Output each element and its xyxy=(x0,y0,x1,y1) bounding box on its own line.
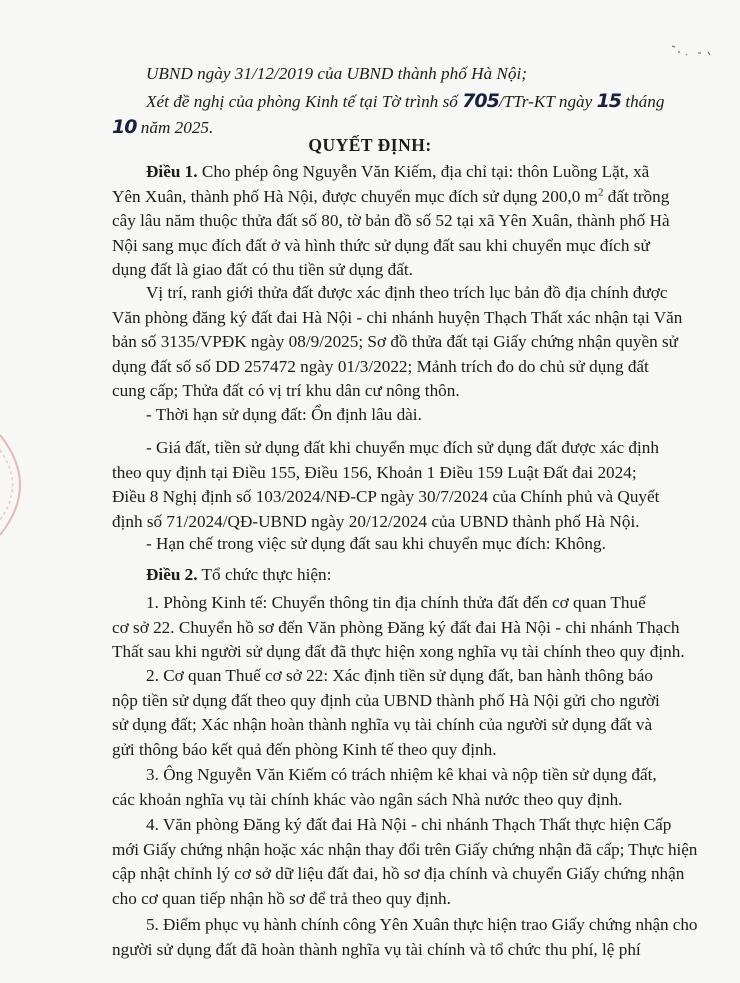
item-1: 1. Phòng Kinh tế: Chuyển thông tin địa chính thửa đất đến cơ quan Thuế cơ sở 22. Chuyển hồ sơ đến Văn phòng Đăng ký đất đai Hà Nội - chi nhánh Thạch Thất sau khi người sử dụng đất đã thực hiện xong nghĩa vụ tài chính theo quy định. xyxy=(112,593,685,662)
seal-stamp-edge xyxy=(0,430,60,540)
pen-mark-top-right xyxy=(668,40,718,60)
article-1: Điều 1. Cho phép ông Nguyễn Văn Kiếm, địa chỉ tại: thôn Luồng Lặt, xã Yên Xuân, thành phố Hà Nội, được chuyển mục đích sử dụng 200,0 $m^2$ đất trồng cây lâu năm thuộc thửa đất số 80, tờ bản đồ số 52 tại xã Yên Xuân, thành phố Hà Nội sang mục đích đất ở và hình thức sử dụng đất sau khi chuyển mục đích sử dụng đất là giao đất có thu tiền sử dụng đất. xyxy=(112,162,670,280)
price-paragraph: - Giá đất, tiền sử dụng đất khi chuyển mục đích sử dụng đất được xác định theo quy định tại Điều 155, Điều 156, Khoản 1 Điều 159 Luật Đất đai 2024; Điều 8 Nghị định số 103/2024/NĐ-CP ngày 30/7/2024 của Chính phủ và Quyết định số 71/2024/QĐ-UBND ngày 20/12/2024 của UBND thành phố Hà Nội. xyxy=(112,438,660,531)
intro-proposal: Xét đề nghị của phòng Kinh tế tại Tờ trình số 705/TTr-KT ngày 15 tháng 10 năm 2025. xyxy=(112,90,665,138)
handwritten-month: 10 xyxy=(112,115,137,138)
item-2: 2. Cơ quan Thuế cơ sở 22: Xác định tiền sử dụng đất, ban hành thông báo nộp tiền sử dụng đất theo quy định của UBND thành phố Hà Nội gửi cho người sử dụng đất; Xác nhận hoàn thành nghĩa vụ tài chính của người sử dụng đất và gửi thông báo kết quả đến phòng Kinh tế theo quy định. xyxy=(112,666,660,759)
handwritten-number: 705 xyxy=(462,90,499,112)
item-4: 4. Văn phòng Đăng ký đất đai Hà Nội - chi nhánh Thạch Thất thực hiện Cấp mới Giấy chứng nhận hoặc xác nhận thay đổi trên Giấy chứng nhận đã cấp; Thực hiện cập nhật chỉnh lý cơ sở dữ liệu đất đai, hồ sơ địa chính và chuyển Giấy chứng nhận cho cơ quan tiếp nhận hồ sơ để trả theo quy định. xyxy=(112,815,698,908)
item-3: 3. Ông Nguyễn Văn Kiếm có trách nhiệm kê khai và nộp tiền sử dụng đất, các khoản nghĩa vụ tài chính khác vào ngân sách Nhà nước theo quy định. xyxy=(112,765,657,809)
location-paragraph: Vị trí, ranh giới thửa đất được xác định theo trích lục bản đồ địa chính được Văn phòng đăng ký đất đai Hà Nội - chi nhánh huyện Thạch Thất xác nhận tại Văn bản số 3135/VPĐK ngày 08/9/2025; Sơ đồ thửa đất tại Giấy chứng nhận quyền sử dụng đất số số DD 257472 ngày 01/3/2022; Mảnh trích đo do chủ sử dụng đất cung cấp; Thửa đất có vị trí khu dân cư nông thôn. xyxy=(112,283,683,401)
restriction-paragraph: - Hạn chế trong việc sử dụng đất sau khi chuyển mục đích: Không. xyxy=(146,534,606,553)
intro-line-1: UBND ngày 31/12/2019 của UBND thành phố Hà Nội; xyxy=(146,64,527,83)
term-paragraph: - Thời hạn sử dụng đất: Ổn định lâu dài. xyxy=(146,405,422,424)
decision-title: QUYẾT ĐỊNH: xyxy=(308,135,432,155)
item-5: 5. Điểm phục vụ hành chính công Yên Xuân thực hiện trao Giấy chứng nhận cho người sử dụng đất đã hoàn thành nghĩa vụ tài chính và tổ chức thu phí, lệ phí xyxy=(112,915,698,959)
article-2: Điều 2. Tổ chức thực hiện: xyxy=(146,565,332,584)
handwritten-day: 15 xyxy=(596,90,622,112)
